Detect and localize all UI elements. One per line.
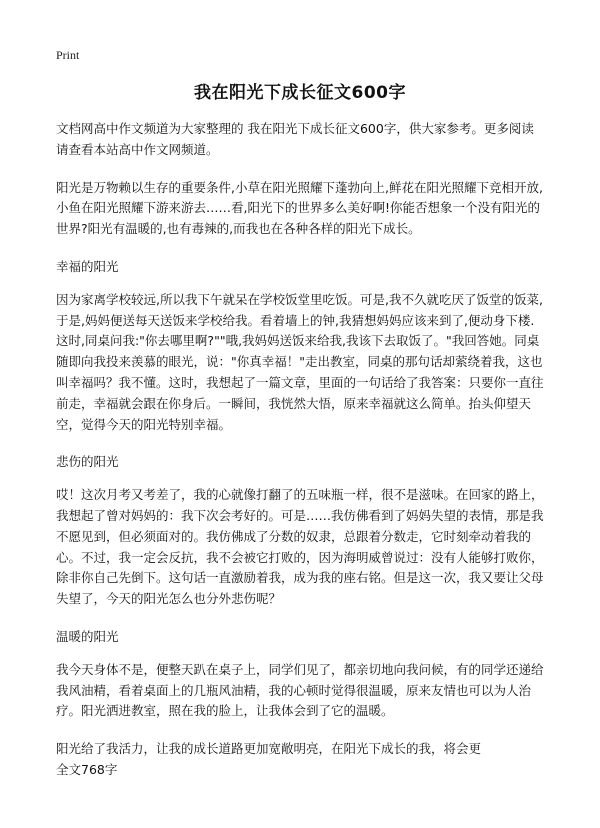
article-title: 我在阳光下成长征文600字 (194, 83, 406, 103)
section-heading: 温暖的阳光 (56, 628, 119, 644)
section-heading: 幸福的阳光 (56, 258, 119, 274)
body-paragraph: 哎！这次月考又考差了，我的心就像打翻了的五味瓶一样，很不是滋味。在回家的路上，我想起了曾对妈妈的：我下次会考好的。可是……我仿佛看到了妈妈失望的表情，那是我不愿见到，但必须面对的。我仿佛成了分数的奴隶，总跟着分数走，它时刻牵动着我的心。不过，我一定会反抗，我不会被它打败的，因为海明威曾说过：没有人能够打败你，除非你自己先倒下。这句话一直激励着我，成为我的座右铭。但是这一次，我又要让父母失望了，今天的阳光怎么也分外悲伤呢？ (56, 487, 544, 607)
word-count: 全文768字 (56, 761, 118, 777)
body-paragraph: 我今天身体不是，便整天趴在桌子上，同学们见了，都亲切地向我问候，有的同学还递给我风油精，看着桌面上的几瓶风油精，我的心顿时觉得很温暖，原来友情也可以为人治疗。阳光洒进教室，照在我的脸上，让我体会到了它的温暖。 (56, 661, 544, 719)
intro-paragraph: 文档网高中作文频道为大家整理的 我在阳光下成长征文600字，供大家参考。更多阅读请查看本站高中作文网频道。 (56, 121, 534, 157)
body-paragraph: 因为家离学校较远,所以我下午就呆在学校饭堂里吃饭。可是,我不久就吃厌了饭堂的饭菜,于是,妈妈便送每天送饭来学校给我。看着墙上的钟,我猜想妈妈应该来到了,便动身下楼.这时,同桌问我:"你去哪里啊?""哦,我妈妈送饭来给我,我该下去取饭了。"我回答她。同桌随即向我投来羡慕的眼光，说："你真幸福！"走出教室，同桌的那句话却萦绕着我，这也叫幸福吗？我不懂。这时，我想起了一篇文章，里面的一句话给了我答案：只要你一直往前走，幸福就会跟在你身后。一瞬间，我恍然大悟，原来幸福就这么简单。抬头仰望天空，觉得今天的阳光特别幸福。 (56, 291, 544, 432)
body-paragraph: 阳光给了我活力，让我的成长道路更加宽敞明亮，在阳光下成长的我，将会更 (56, 741, 482, 757)
article-body (56, 119, 546, 781)
body-paragraph: 阳光是万物赖以生存的重要条件,小草在阳光照耀下蓬勃向上,鲜花在阳光照耀下竞相开放,小鱼在阳光照耀下游来游去……看,阳光下的世界多么美好啊!你能否想象一个没有阳光的世界?阳光有温暖的,也有毒辣的,而我也在各种各样的阳光下成长。 (56, 179, 543, 237)
print-label: Print (56, 48, 80, 62)
section-heading: 悲伤的阳光 (56, 454, 119, 470)
